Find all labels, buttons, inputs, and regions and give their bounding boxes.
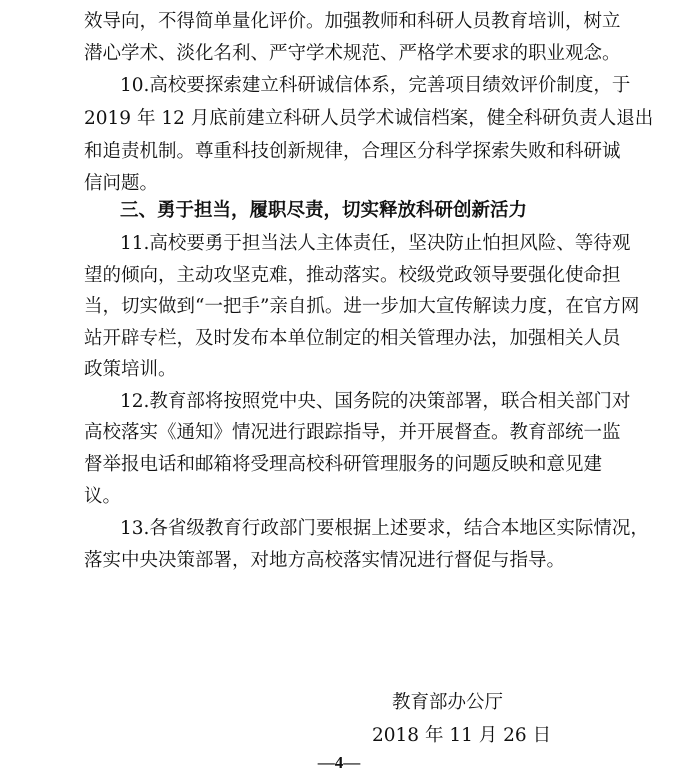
paragraph-line: 2019 年 12 月底前建立科研人员学术诚信档案，健全科研负责人退出 xyxy=(84,108,654,129)
paragraph-line: 望的倾向，主动攻坚克难，推动落实。校级党政领导要强化使命担 xyxy=(84,265,621,286)
paragraph-line: 效导向，不得简单量化评价。加强教师和科研人员教育培训，树立 xyxy=(84,11,621,32)
paragraph-line: 13.各省级教育行政部门要根据上述要求，结合本地区实际情况， xyxy=(120,518,649,539)
paragraph-line: 12.教育部将按照党中央、国务院的决策部署，联合相关部门对 xyxy=(120,391,631,412)
paragraph-line: 当，切实做到“一把手”亲自抓。进一步加大宣传解读力度，在官方网 xyxy=(84,296,640,317)
issue-date: 2018 年 11 月 26 日 xyxy=(372,725,552,746)
page-number: —4— xyxy=(317,753,361,772)
paragraph-line: 落实中央决策部署，对地方高校落实情况进行督促与指导。 xyxy=(84,550,566,571)
paragraph-line: 议。 xyxy=(84,486,122,507)
paragraph-line: 信问题。 xyxy=(84,173,159,194)
section-heading: 三、勇于担当，履职尽责，切实释放科研创新活力 xyxy=(120,200,528,221)
paragraph-line: 政策培训。 xyxy=(84,359,177,380)
paragraph-line: 督举报电话和邮箱将受理高校科研管理服务的问题反映和意见建 xyxy=(84,454,603,475)
paragraph-line: 和追责机制。尊重科技创新规律，合理区分科学探索失败和科研诚 xyxy=(84,141,621,162)
paragraph-line: 11.高校要勇于担当法人主体责任，坚决防止怕担风险、等待观 xyxy=(120,233,631,254)
paragraph-line: 高校落实《通知》情况进行跟踪指导，并开展督查。教育部统一监 xyxy=(84,422,621,443)
paragraph-line: 10.高校要探索建立科研诚信体系，完善项目绩效评价制度，于 xyxy=(120,75,631,96)
issuer-name: 教育部办公厅 xyxy=(392,692,504,713)
paragraph-line: 潜心学术、淡化名利、严守学术规范、严格学术要求的职业观念。 xyxy=(84,43,621,64)
paragraph-line: 站开辟专栏，及时发布本单位制定的相关管理办法，加强相关人员 xyxy=(84,328,621,349)
